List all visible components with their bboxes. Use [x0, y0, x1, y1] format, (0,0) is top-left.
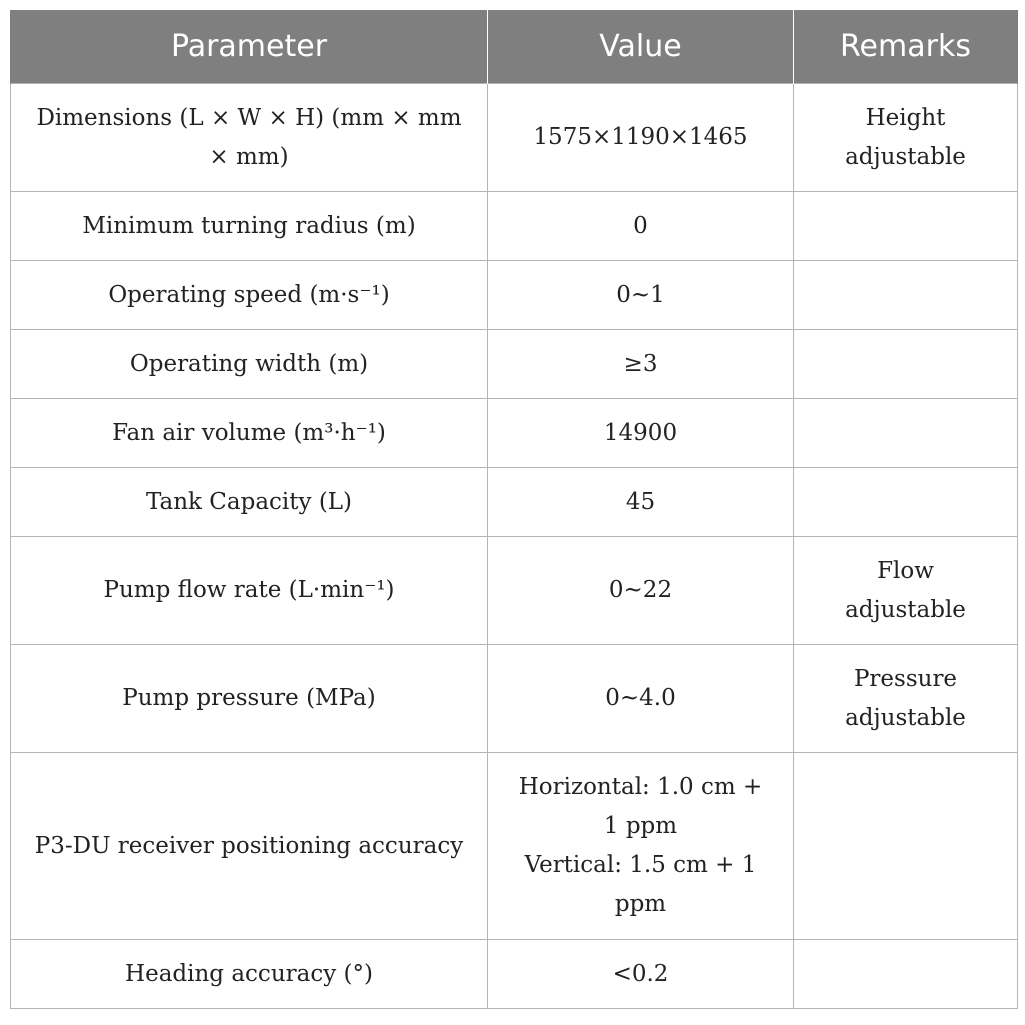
spec-table [10, 10, 1018, 1009]
value-cell: 0~22 [488, 537, 794, 645]
parameter-cell: Pump pressure (MPa) [11, 645, 488, 753]
header-row [11, 10, 1018, 84]
parameter-cell: Tank Capacity (L) [11, 468, 488, 537]
table-row [11, 940, 1018, 1009]
value-cell: 14900 [488, 399, 794, 468]
remarks-cell: Flow adjustable [794, 537, 1018, 645]
parameter-cell: Operating speed (m·s⁻¹) [11, 261, 488, 330]
header-remarks: Remarks [794, 10, 1018, 84]
value-cell: 0~1 [488, 261, 794, 330]
parameter-cell: Dimensions (L × W × H) (mm × mm × mm) [11, 84, 488, 192]
table-row [11, 192, 1018, 261]
value-cell: 1575×1190×1465 [488, 84, 794, 192]
value-cell: 0 [488, 192, 794, 261]
table-row [11, 645, 1018, 753]
header-parameter: Parameter [11, 10, 488, 84]
table-row [11, 468, 1018, 537]
value-cell: 45 [488, 468, 794, 537]
value-cell: 0~4.0 [488, 645, 794, 753]
parameter-cell: Heading accuracy (°) [11, 940, 488, 1009]
table-row [11, 399, 1018, 468]
remarks-cell [794, 468, 1018, 537]
remarks-cell: Height adjustable [794, 84, 1018, 192]
parameter-cell: Pump flow rate (L·min⁻¹) [11, 537, 488, 645]
table-row [11, 261, 1018, 330]
table-row [11, 330, 1018, 399]
remarks-cell [794, 940, 1018, 1009]
parameter-cell: P3-DU receiver positioning accuracy [11, 753, 488, 940]
remarks-cell [794, 330, 1018, 399]
value-cell: ≥3 [488, 330, 794, 399]
remarks-cell: Pressure adjustable [794, 645, 1018, 753]
value-cell: <0.2 [488, 940, 794, 1009]
parameter-cell: Operating width (m) [11, 330, 488, 399]
table-row [11, 753, 1018, 940]
remarks-cell [794, 753, 1018, 940]
parameter-cell: Fan air volume (m³·h⁻¹) [11, 399, 488, 468]
parameter-cell: Minimum turning radius (m) [11, 192, 488, 261]
header-value: Value [488, 10, 794, 84]
remarks-cell [794, 192, 1018, 261]
remarks-cell [794, 261, 1018, 330]
value-cell: Horizontal: 1.0 cm + 1 ppm Vertical: 1.5 cm + 1 ppm [488, 753, 794, 940]
remarks-cell [794, 399, 1018, 468]
table-row [11, 84, 1018, 192]
table-row [11, 537, 1018, 645]
